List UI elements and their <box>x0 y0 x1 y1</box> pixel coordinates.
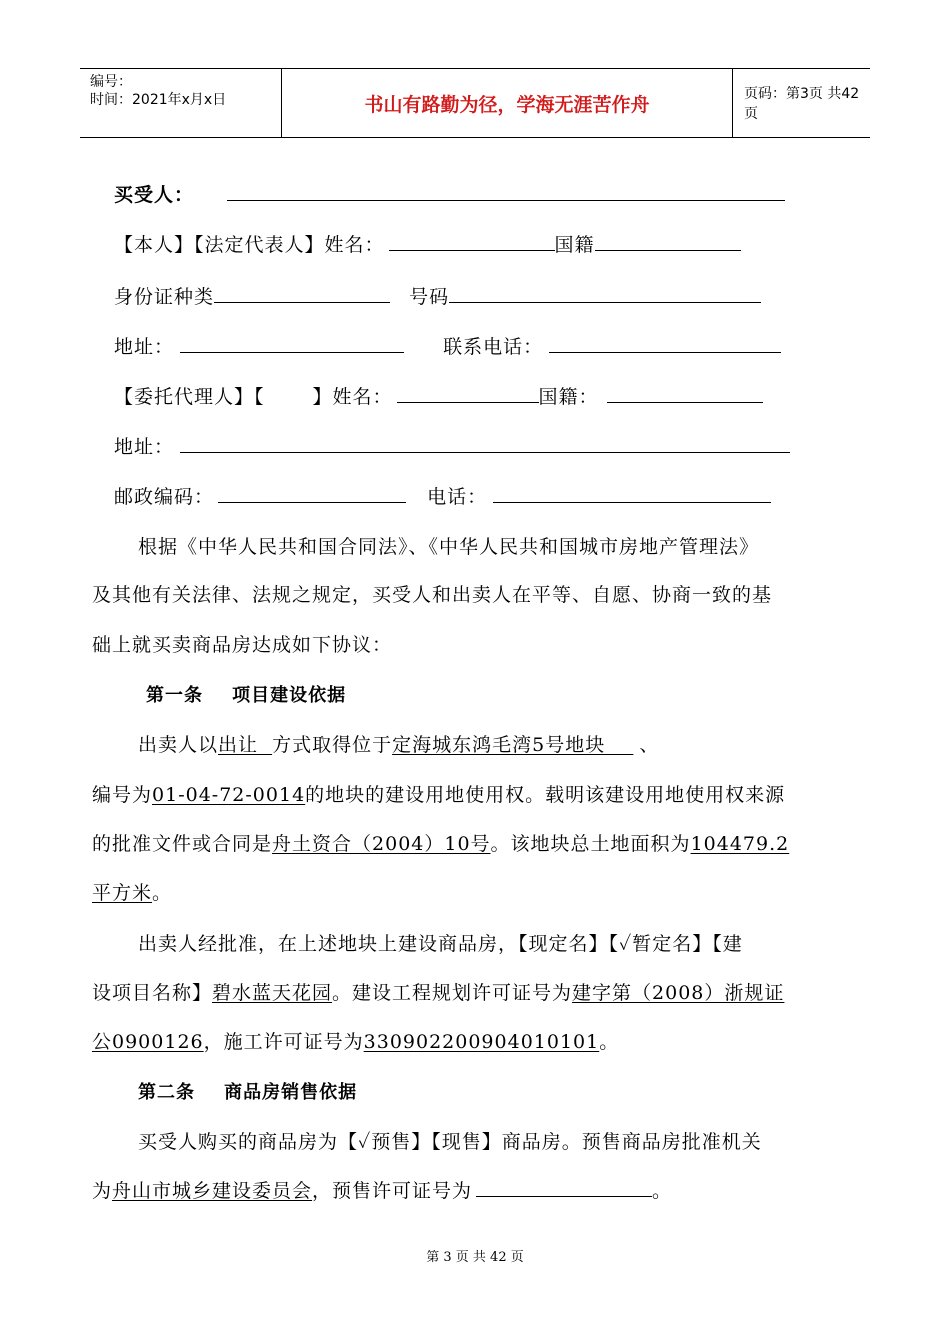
phone-label: 联系电话： <box>443 336 544 358</box>
agent-address-blank[interactable] <box>180 432 790 453</box>
rep-name-blank[interactable] <box>389 230 555 251</box>
agent-line <box>114 382 763 409</box>
a1-p2-b: 的地块的建设用地使用权。载明该建设用地使用权来源 <box>305 784 786 806</box>
a2-p2-b: ，预售许可证号为 <box>312 1180 473 1202</box>
a1-p3-u2: 104479.2 <box>690 833 790 855</box>
article-1-title: 第一条 项目建设依据 <box>146 685 347 706</box>
buyer-line <box>114 180 785 207</box>
a1-p4-b: 。 <box>152 882 173 904</box>
buyer-label: 买受人： <box>114 184 195 206</box>
a1-p2-u1: 01-04-72-0014 <box>152 784 306 806</box>
agent-nationality-blank[interactable] <box>607 382 763 403</box>
a1-p7-u2: 330902200904010101 <box>363 1031 600 1053</box>
a1-p1-u2: 定海城东鸿毛湾5号地块 <box>392 734 634 756</box>
time-label: 时间：2021年x月x日 <box>90 92 227 108</box>
postcode-label: 邮政编码： <box>114 486 215 508</box>
a1-p6-b: 。建设工程规划许可证号为 <box>332 982 573 1004</box>
presale-permit-blank[interactable] <box>476 1176 652 1197</box>
a1-line-6 <box>92 978 784 1005</box>
a1-p1-c: 、 <box>639 734 660 756</box>
rep-nationality-blank[interactable] <box>595 230 741 251</box>
a1-p2-a: 编号为 <box>92 784 153 806</box>
a1-p7-c: 。 <box>599 1031 620 1053</box>
a1-p6-a: 设项目名称】 <box>92 982 213 1004</box>
a2-p2-a: 为 <box>92 1180 113 1202</box>
a2-line-1: 买受人购买的商品房为【✓预售】【现售】商品房。预售商品房批准机关 <box>138 1131 762 1153</box>
a1-p1-u1: 出让 <box>218 734 273 756</box>
header-motto: 书山有路勤为径，学海无涯苦作舟 <box>282 69 733 137</box>
a1-p1-a: 出卖人以 <box>138 734 219 756</box>
postcode-line <box>114 482 771 509</box>
agent-nationality-label: 国籍： <box>538 386 599 408</box>
address-line <box>114 332 781 359</box>
tel-blank[interactable] <box>493 482 771 503</box>
id-type-label: 身份证种类 <box>114 286 215 308</box>
buyer-blank[interactable] <box>227 180 785 201</box>
intro-line-1: 根据《中华人民共和国合同法》、《中华人民共和国城市房地产管理法》 <box>138 536 760 558</box>
a1-p7-u1: 公0900126 <box>92 1031 204 1053</box>
a1-p4-u1: 平方米 <box>92 882 153 904</box>
agent-address-label: 地址： <box>114 436 175 458</box>
phone-blank[interactable] <box>549 332 781 353</box>
a1-line-1 <box>138 730 659 757</box>
rep-nationality-label: 国籍 <box>554 234 595 256</box>
page-footer: 第 3 页 共 42 页 <box>426 1250 524 1265</box>
article-2-title: 第二条 商品房销售依据 <box>138 1082 358 1103</box>
address-label: 地址： <box>114 336 175 358</box>
id-number-label: 号码 <box>409 286 450 308</box>
header-page-label: 页码：第3页 共42页 <box>744 86 860 122</box>
a1-p3-u1: 舟土资合（2004）10号 <box>272 833 491 855</box>
header-meta-cell <box>80 69 282 137</box>
a1-p3-b: 。该地块总土地面积为 <box>490 833 691 855</box>
a1-line-7 <box>92 1027 619 1054</box>
rep-line <box>114 230 741 257</box>
address-blank[interactable] <box>180 332 404 353</box>
rep-prefix: 【本人】【法定代表人】姓名： <box>114 234 385 256</box>
id-type-blank[interactable] <box>214 282 390 303</box>
intro-line-2: 及其他有关法律、法规之规定，买受人和出卖人在平等、自愿、协商一致的基 <box>92 584 773 606</box>
a1-p1-b: 方式取得位于 <box>272 734 393 756</box>
intro-line-3: 础上就买卖商品房达成如下协议： <box>92 634 393 656</box>
a1-line-4 <box>92 878 172 905</box>
id-line <box>114 282 761 309</box>
agent-address-line <box>114 432 790 459</box>
agent-prefix: 【委托代理人】【 <box>114 386 265 408</box>
a1-line-5: 出卖人经批准，在上述地块上建设商品房，【现定名】【✓暂定名】【建 <box>138 933 743 955</box>
a2-p2-u1: 舟山市城乡建设委员会 <box>112 1180 313 1202</box>
agent-name-blank[interactable] <box>397 382 539 403</box>
agent-mid: 】姓名： <box>312 386 393 408</box>
tel-label: 电话： <box>427 486 488 508</box>
a2-line-2 <box>92 1176 672 1203</box>
postcode-blank[interactable] <box>218 482 406 503</box>
a1-p7-b: ，施工许可证号为 <box>203 1031 364 1053</box>
a1-line-2 <box>92 780 785 807</box>
a1-p3-a: 的批准文件或合同是 <box>92 833 273 855</box>
a1-p6-u2: 建字第（2008）浙规证 <box>572 982 785 1004</box>
number-label: 编号： <box>90 74 132 90</box>
id-number-blank[interactable] <box>449 282 761 303</box>
a2-p2-c: 。 <box>652 1180 673 1202</box>
a1-line-3 <box>92 829 789 856</box>
a1-p6-u1: 碧水蓝天花园 <box>212 982 333 1004</box>
header-table <box>80 68 870 138</box>
